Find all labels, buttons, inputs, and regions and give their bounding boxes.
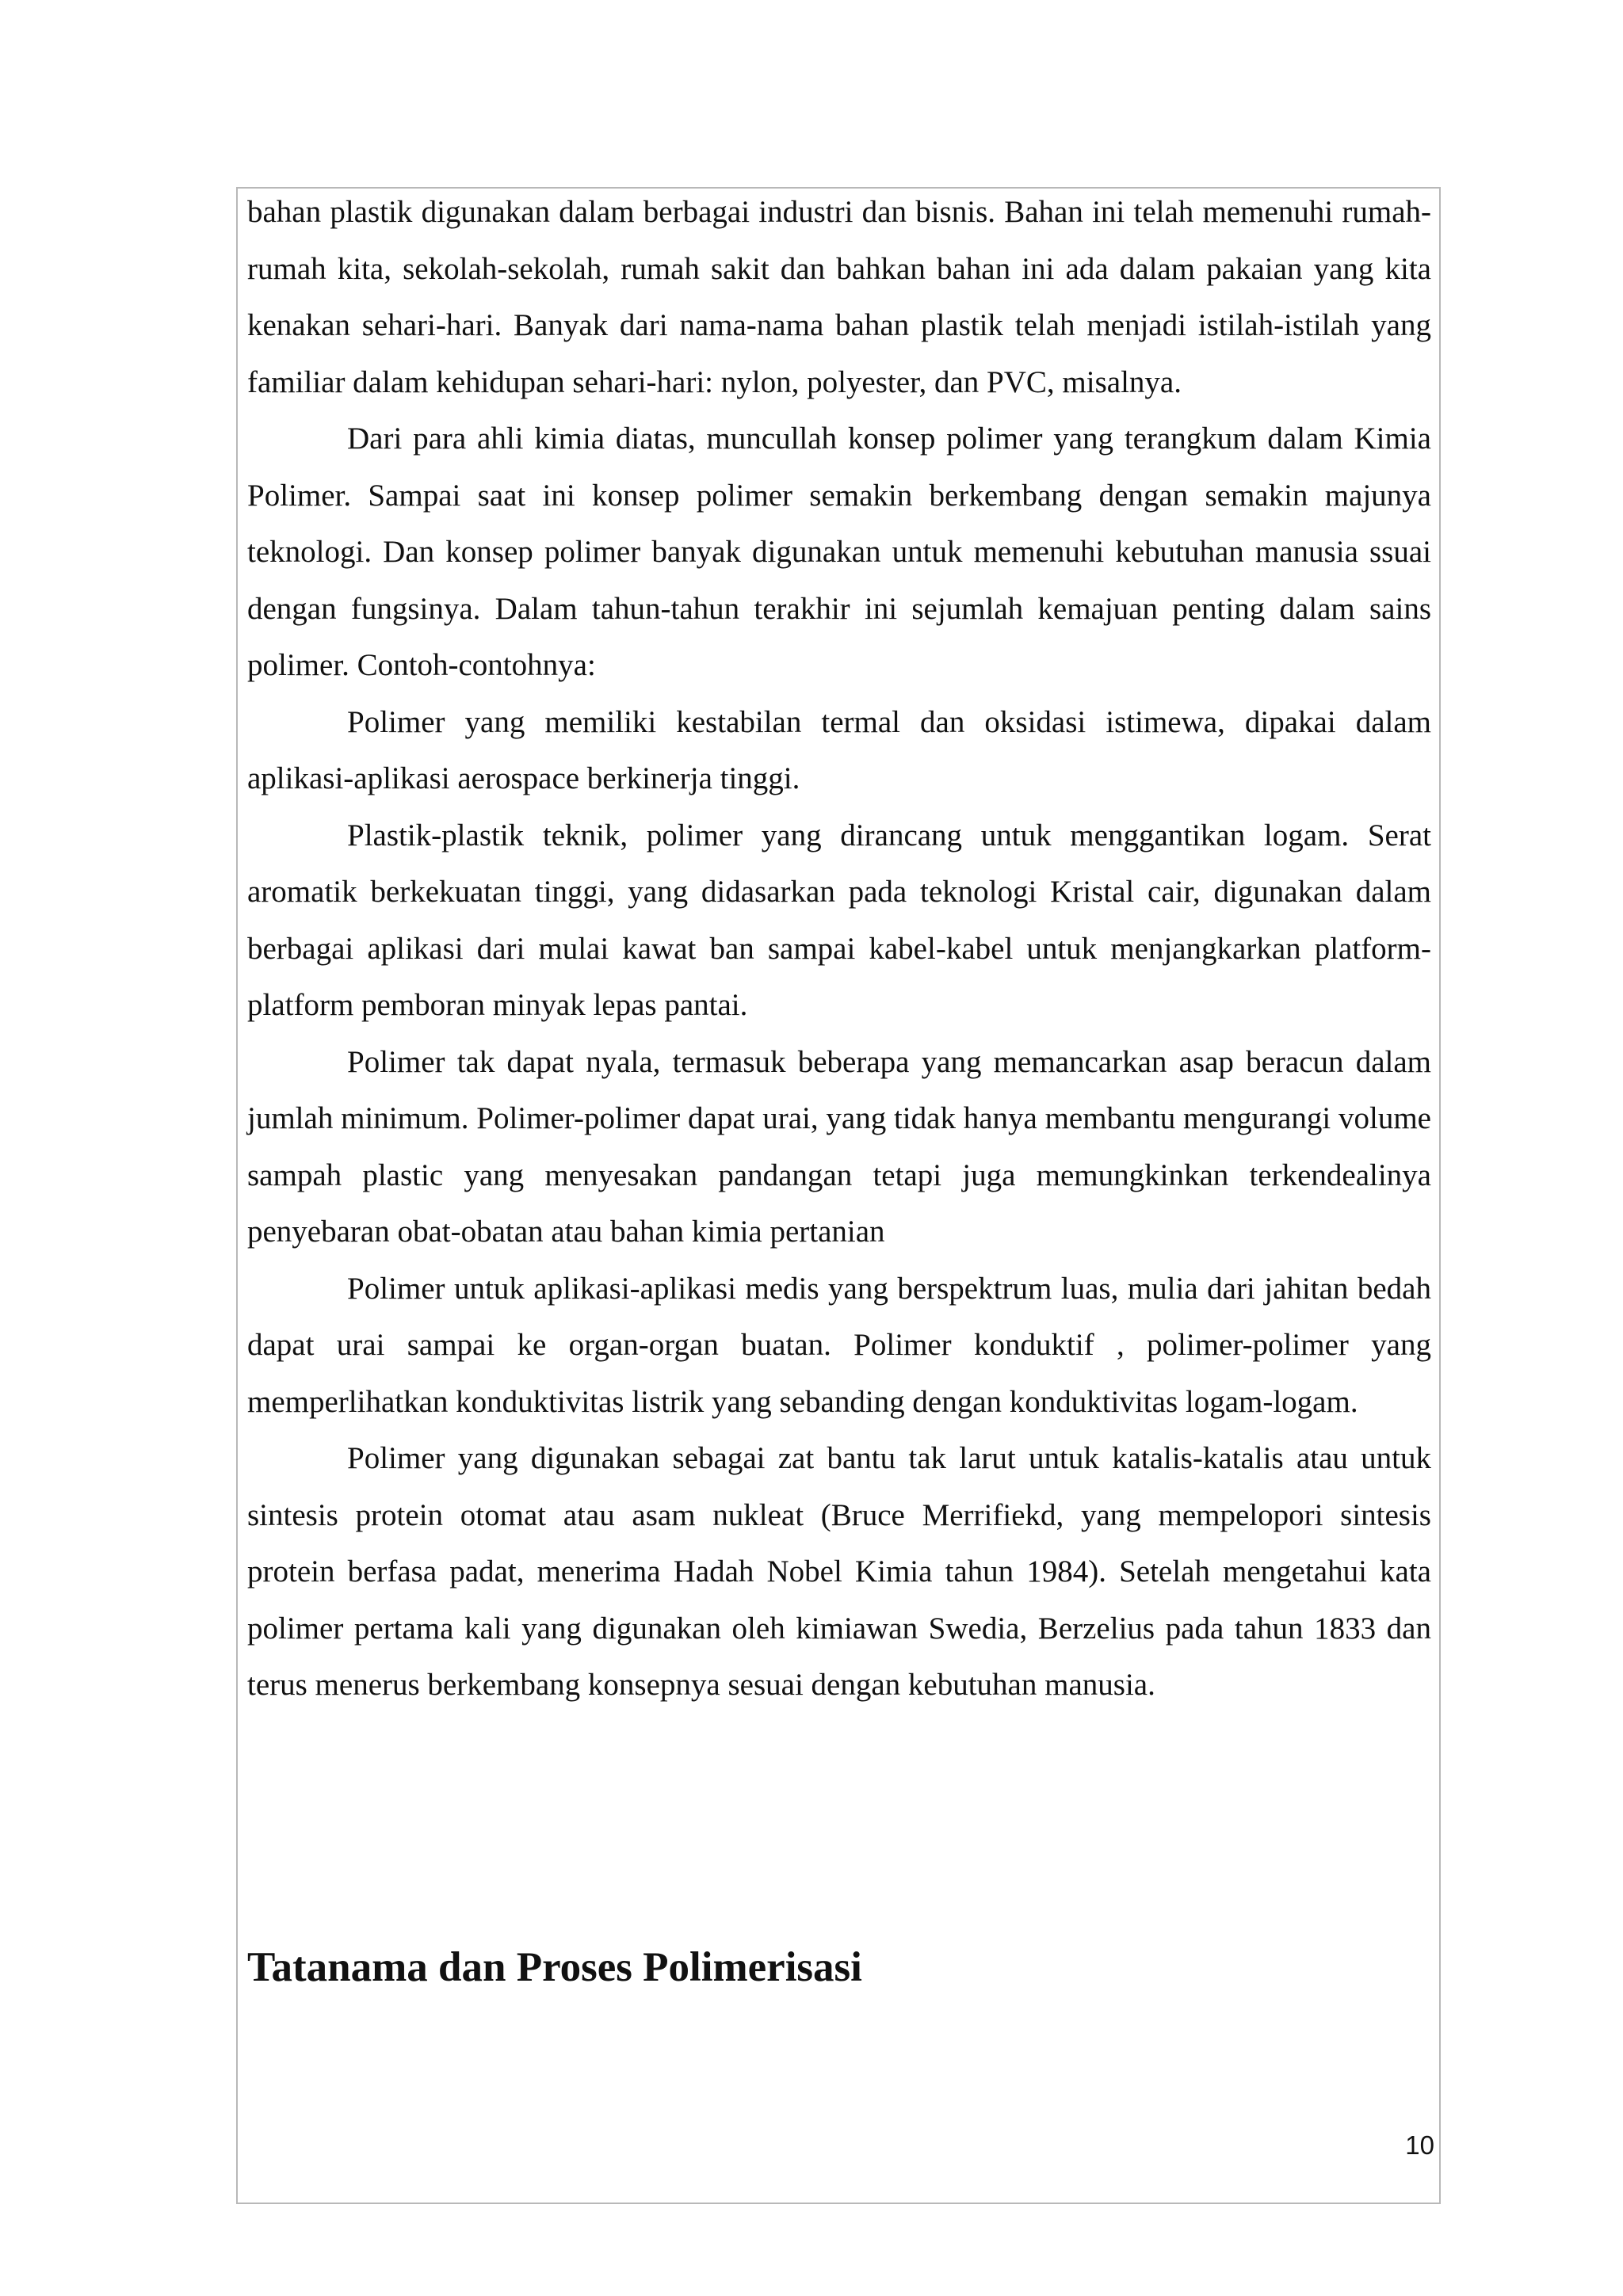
paragraph-polymer-concept: Dari para ahli kimia diatas, muncullah konsep polimer yang terangkum dalam Kimia Polimer. Sampai saat ini konsep polimer semakin berkembang dengan semakin majunya teknologi. Dan konsep polimer banyak digunakan untuk memenuhi kebutuhan manusia ssuai dengan fungsinya. Dalam tahun-tahun terakhir ini sejumlah kemajuan penting dalam sains polimer. Contoh-contohnya: — [247, 421, 1431, 682]
paragraph-engineering-plastics: Plastik-plastik teknik, polimer yang dirancang untuk menggantikan logam. Serat aromatik berkekuatan tinggi, yang didasarkan pada teknologi Kristal cair, digunakan dalam berbagai aplikasi dari mulai kawat ban sampai kabel-kabel untuk menjangkarkan platform-platform pemboran minyak lepas pantai. — [247, 818, 1431, 1022]
paragraph-medical-applications: Polimer untuk aplikasi-aplikasi medis yang berspektrum luas, mulia dari jahitan bedah dapat urai sampai ke organ-organ buatan. Polimer konduktif , polimer-polimer yang memperlihatkan konduktivitas listrik yang sebanding dengan konduktivitas logam-logam. — [247, 1271, 1431, 1419]
paragraph-plastics: bahan plastik digunakan dalam berbagai industri dan bisnis. Bahan ini telah memenuhi rumah-rumah kita, sekolah-sekolah, rumah sakit dan bahkan bahan ini ada dalam pakaian yang kita kenakan sehari-hari. Banyak dari nama-nama bahan plastik telah menjadi istilah-istilah yang familiar dalam kehidupan sehari-hari: nylon, polyester, dan PVC, misalnya. — [247, 195, 1431, 399]
paragraph-catalyst-support: Polimer yang digunakan sebagai zat bantu tak larut untuk katalis-katalis atau untuk sintesis protein otomat atau asam nukleat (Bruce Merrifiekd, yang mempelopori sintesis protein berfasa padat, menerima Hadah Nobel Kimia tahun 1984). Setelah mengetahui kata polimer pertama kali yang digunakan oleh kimiawan Swedia, Berzelius pada tahun 1833 dan terus menerus berkembang konsepnya sesuai dengan kebutuhan manusia. — [247, 1441, 1431, 1702]
page-number: 10 — [1405, 2130, 1434, 2160]
paragraph-flame-retardant: Polimer tak dapat nyala, termasuk beberapa yang memancarkan asap beracun dalam jumlah minimum. Polimer-polimer dapat urai, yang tidak hanya membantu mengurangi volume sampah plastic yang menyesakan pandangan tetapi juga memungkinkan terkendealinya penyebaran obat-obatan atau bahan kimia pertanian — [247, 1044, 1431, 1249]
section-heading: Tatanama dan Proses Polimerisasi — [247, 1944, 862, 1990]
paragraph-thermal-stability: Polimer yang memiliki kestabilan termal dan oksidasi istimewa, dipakai dalam aplikasi-aplikasi aerospace berkinerja tinggi. — [247, 704, 1431, 795]
body-text — [247, 184, 1431, 1714]
